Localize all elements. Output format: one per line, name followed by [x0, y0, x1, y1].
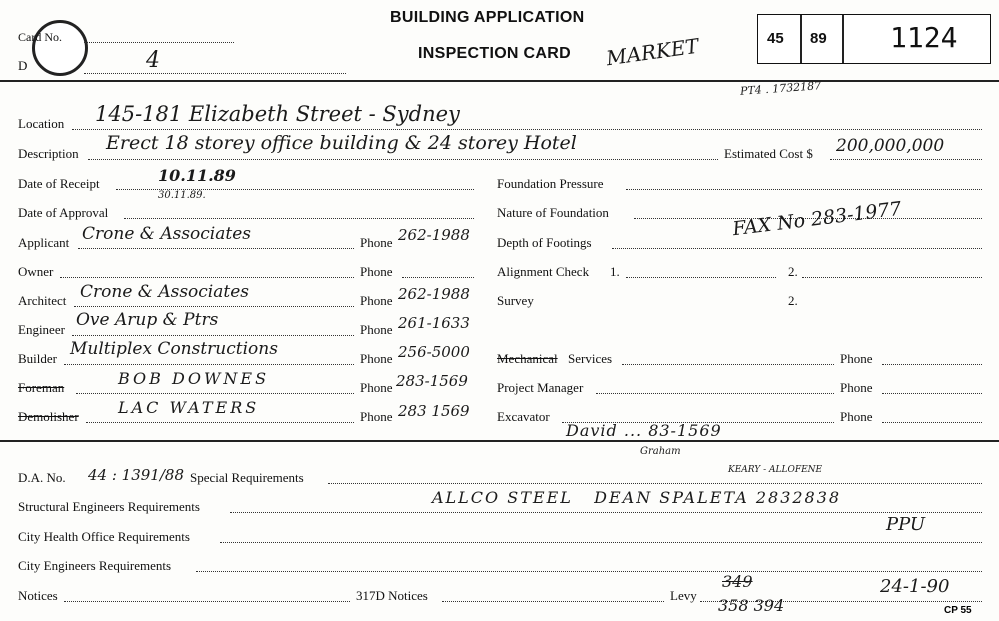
description-label: Description [18, 146, 79, 161]
date-of-approval-label: Date of Approval [18, 205, 109, 220]
location-value: 145-181 Elizabeth Street - Sydney [95, 102, 460, 126]
special-note: KEARY - ALLOFENE [728, 465, 823, 475]
mechanical-label: Mechanical [497, 351, 558, 366]
structural-dots [230, 512, 982, 513]
date-of-receipt-label: Date of Receipt [18, 176, 100, 191]
estimated-cost-label: Estimated Cost $ [724, 146, 813, 161]
city-health-dots [220, 542, 982, 543]
location-dots [72, 129, 982, 130]
da-value: 44 : 1391/88 [88, 466, 184, 484]
owner-label: Owner [18, 264, 54, 279]
date-value: 4 [146, 48, 160, 73]
mid-rule [0, 440, 999, 442]
city-engineers-label: City Engineers Requirements [18, 558, 172, 573]
structural-value: ALLCO STEEL DEAN SPALETA 2832838 [432, 488, 842, 507]
owner-phone-label: Phone [360, 264, 393, 279]
form-code: CP 55 [944, 605, 972, 616]
description-dots [88, 159, 718, 160]
foreman-value: BOB DOWNES [118, 369, 270, 388]
special-requirements-label: Special Requirements [190, 470, 304, 485]
builder-phone: 256-5000 [398, 343, 470, 361]
project-manager-phone-dots [882, 393, 982, 394]
special-requirements-dots [328, 483, 982, 484]
project-manager-dots [596, 393, 834, 394]
foreman-label: Foreman [18, 380, 65, 395]
services-label: Services [568, 351, 613, 366]
city-health-value: PPU [886, 514, 926, 535]
title-building-application: BUILDING APPLICATION [390, 9, 585, 26]
applicant-dots [78, 248, 354, 249]
foreman-dots [76, 393, 354, 394]
architect-value: Crone & Associates [80, 282, 249, 302]
demolisher-phone-label: Phone [360, 409, 393, 424]
builder-value: Multiplex Constructions [70, 339, 278, 359]
builder-phone-label: Phone [360, 351, 393, 366]
ref-box-b: 89 [810, 30, 827, 47]
owner-dots [60, 277, 354, 278]
alignment-1-label: 1. [610, 264, 620, 279]
applicant-value: Crone & Associates [82, 224, 251, 244]
overflow-note: David ... 83-1569 [566, 421, 722, 440]
alignment-2-dots [802, 277, 982, 278]
applicant-phone: 262-1988 [398, 226, 470, 244]
notices-dots [64, 601, 350, 602]
date-of-approval-dots [124, 218, 474, 219]
da-label: D.A. No. [18, 470, 66, 485]
demolisher-value: LAC WATERS [118, 398, 260, 417]
engineer-value: Ove Arup & Ptrs [76, 310, 219, 330]
ref-divider-2 [842, 15, 844, 63]
services-phone-label: Phone [840, 351, 873, 366]
levy-date: 24-1-90 [880, 576, 950, 597]
estimated-cost-value: 200,000,000 [836, 136, 945, 156]
services-dots [622, 364, 834, 365]
title-annotation: MARKET [604, 33, 701, 71]
project-manager-phone-label: Phone [840, 380, 873, 395]
engineer-phone: 261-1633 [398, 314, 470, 332]
date-dots [84, 73, 346, 74]
demolisher-dots [86, 422, 354, 423]
date-of-receipt-sub: 30.11.89. [158, 190, 206, 201]
foreman-phone: 283-1569 [396, 372, 468, 390]
architect-phone: 262-1988 [398, 285, 470, 303]
notices-label: Notices [18, 588, 58, 603]
file-dots [84, 42, 234, 43]
demolisher-label: Demolisher [18, 409, 79, 424]
notices-317d-label: 317D Notices [356, 588, 428, 603]
alignment-1-dots [626, 277, 776, 278]
survey-label: Survey [497, 293, 534, 308]
hole-punch [32, 20, 88, 76]
nature-of-foundation-label: Nature of Foundation [497, 205, 609, 220]
overflow-sub: Graham [640, 446, 681, 457]
engineer-dots [72, 335, 354, 336]
ref-box-number: 1124 [890, 21, 958, 54]
foundation-pressure-label: Foundation Pressure [497, 176, 604, 191]
date-label: D [18, 58, 28, 73]
foreman-phone-label: Phone [360, 380, 393, 395]
project-manager-label: Project Manager [497, 380, 584, 395]
file-label: Card No. [18, 30, 62, 44]
ref-divider-1 [800, 15, 802, 63]
survey-mark: 2. [788, 293, 798, 308]
engineer-phone-label: Phone [360, 322, 393, 337]
top-note: PT4 . 1732187 [739, 79, 822, 98]
header-rule [0, 80, 999, 82]
foundation-pressure-dots [626, 189, 982, 190]
levy-struck: 349 [722, 572, 753, 591]
title-inspection-card: INSPECTION CARD [418, 45, 571, 62]
depth-of-footings-label: Depth of Footings [497, 235, 592, 250]
city-engineers-dots [196, 571, 982, 572]
demolisher-phone: 283 1569 [398, 402, 470, 420]
levy-value: 358 394 [718, 596, 785, 615]
architect-dots [74, 306, 354, 307]
services-phone-dots [882, 364, 982, 365]
location-label: Location [18, 116, 65, 131]
engineer-label: Engineer [18, 322, 65, 337]
ref-box-a: 45 [767, 30, 784, 47]
architect-label: Architect [18, 293, 67, 308]
depth-of-footings-dots [612, 248, 982, 249]
architect-phone-label: Phone [360, 293, 393, 308]
alignment-2-label: 2. [788, 264, 798, 279]
levy-label: Levy [670, 588, 697, 603]
estimated-cost-dots [830, 159, 982, 160]
excavator-label: Excavator [497, 409, 550, 424]
builder-label: Builder [18, 351, 57, 366]
applicant-phone-label: Phone [360, 235, 393, 250]
builder-dots [64, 364, 354, 365]
excavator-phone-dots [882, 422, 982, 423]
structural-label: Structural Engineers Requirements [18, 499, 200, 514]
description-value: Erect 18 storey office building & 24 storey Hotel [106, 132, 577, 154]
fax-note: FAX No 283-1977 [731, 197, 903, 241]
owner-phone-dots [402, 277, 474, 278]
alignment-check-label: Alignment Check [497, 264, 590, 279]
city-health-label: City Health Office Requirements [18, 529, 190, 544]
excavator-phone-label: Phone [840, 409, 873, 424]
notices-317d-dots [442, 601, 664, 602]
date-of-receipt-value: 10.11.89 [158, 166, 236, 185]
applicant-label: Applicant [18, 235, 70, 250]
